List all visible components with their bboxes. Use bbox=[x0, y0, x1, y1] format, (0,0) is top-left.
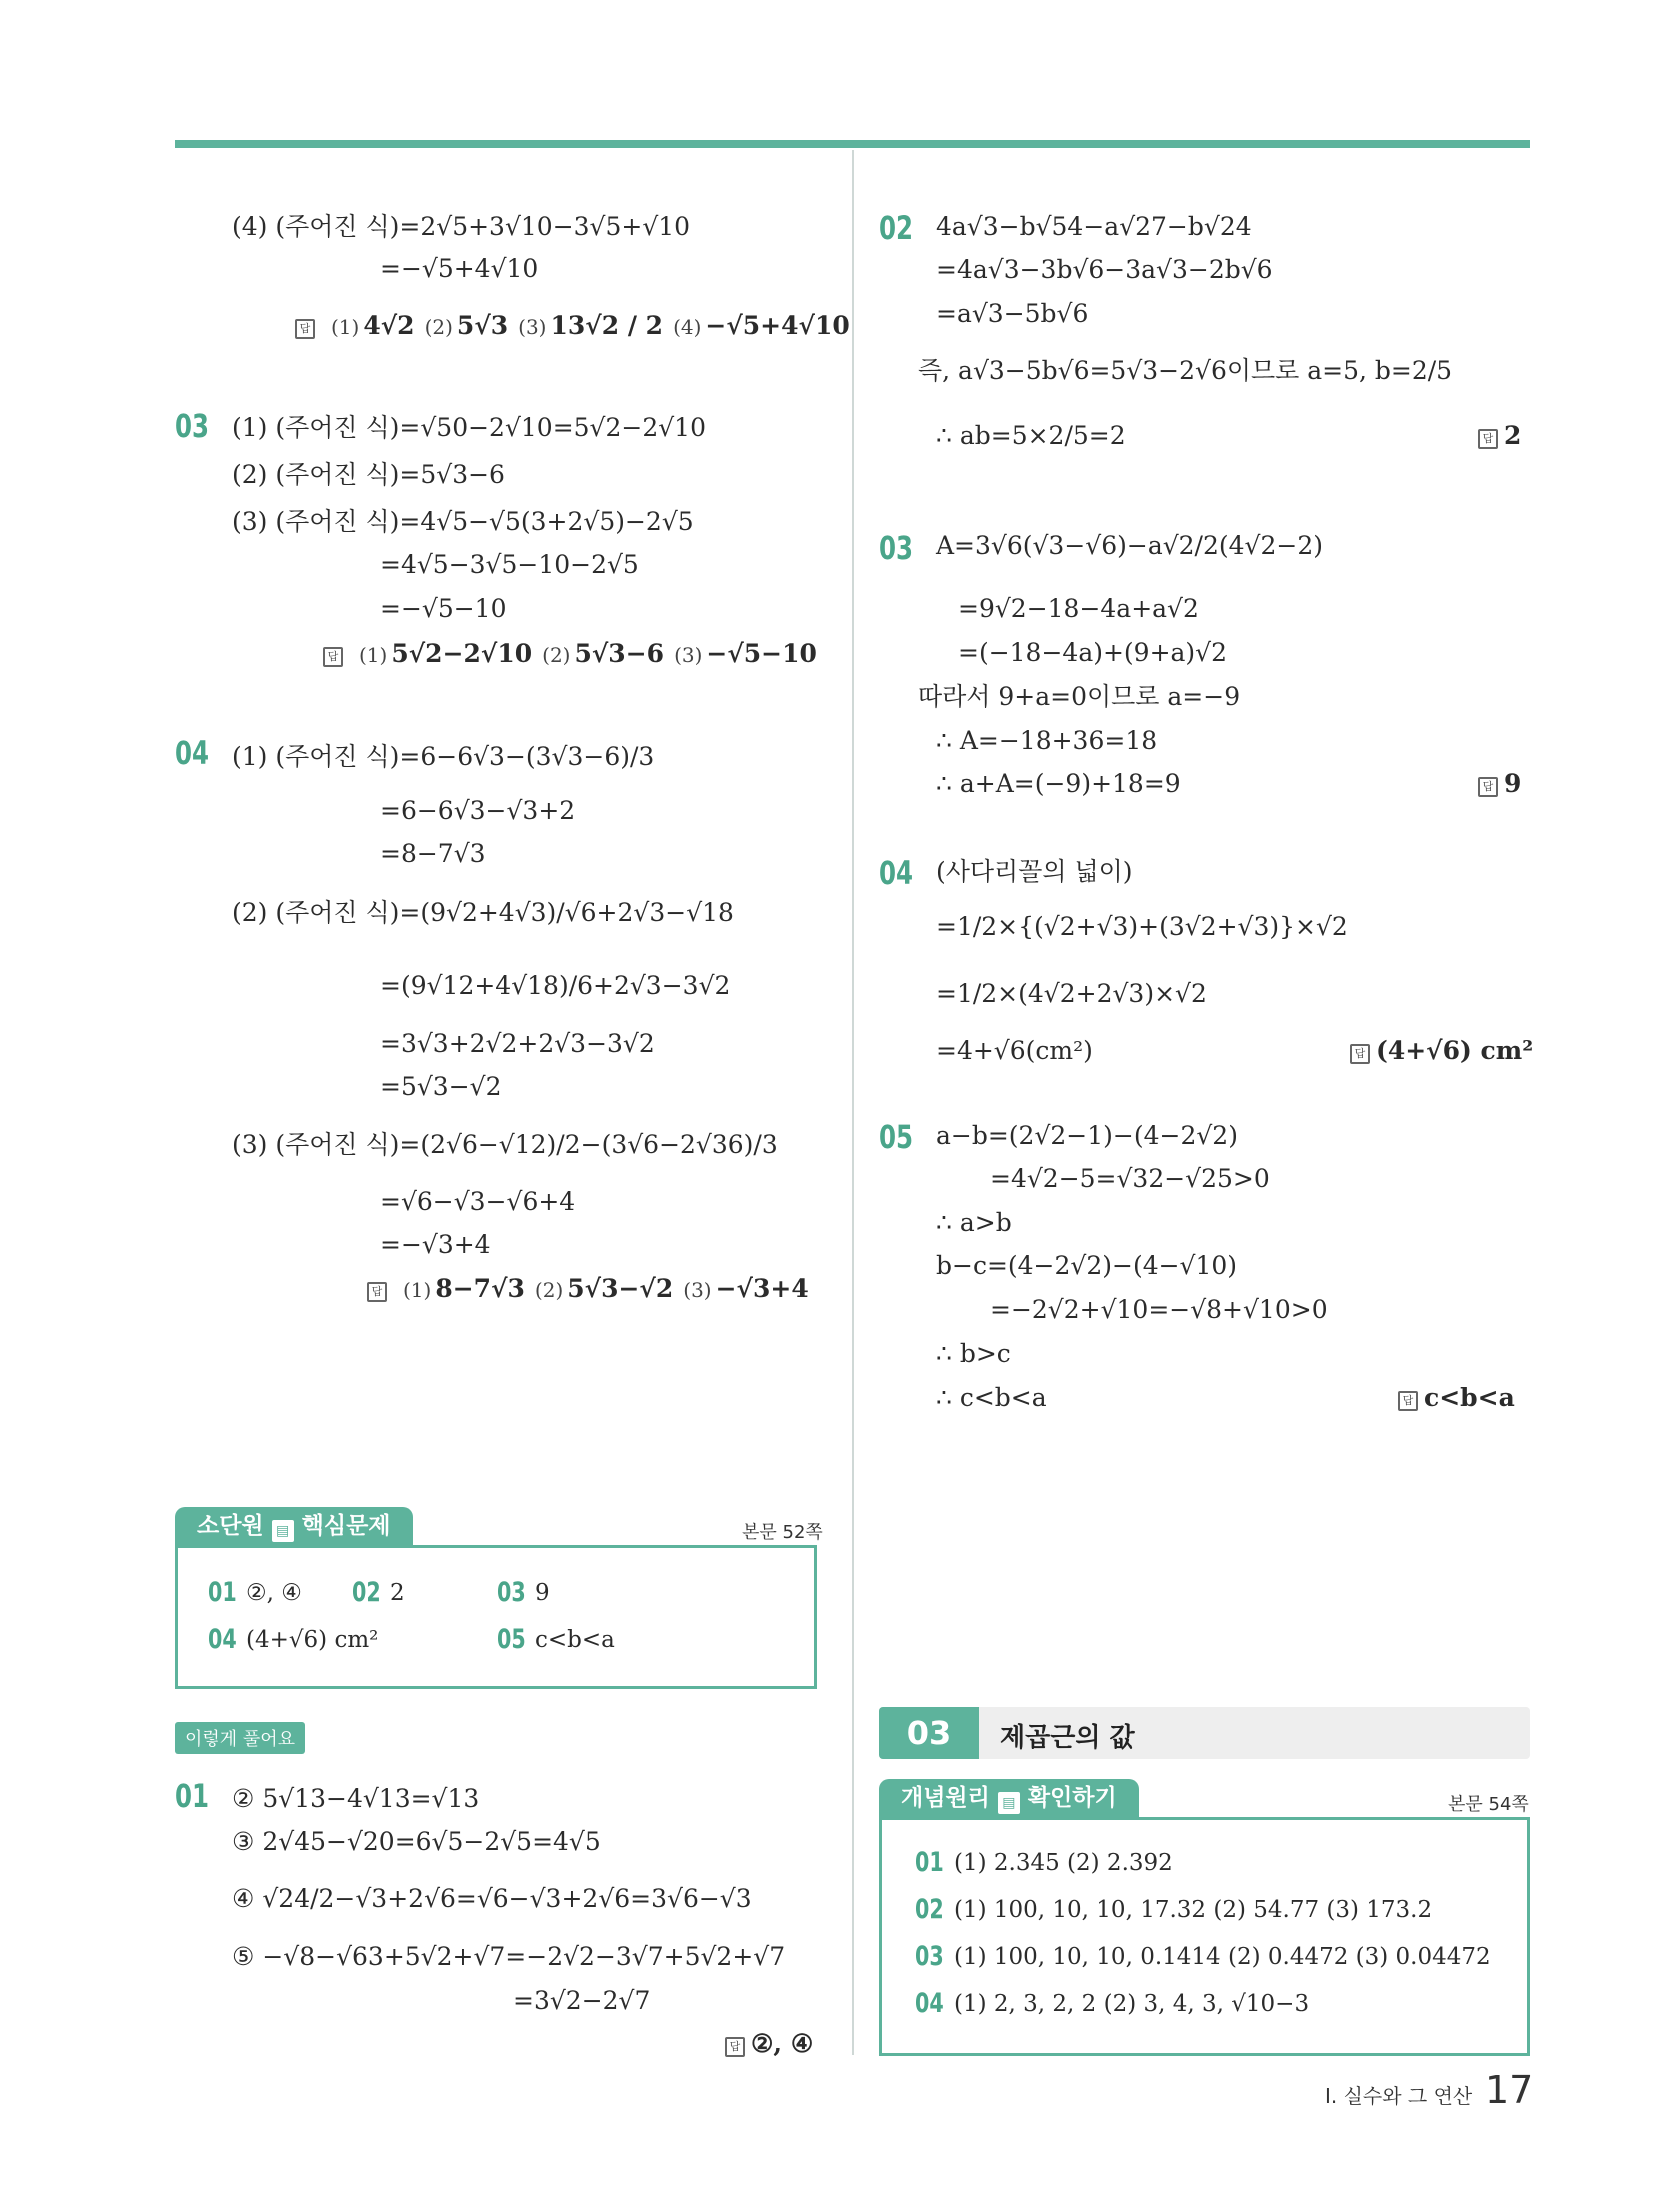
item-number: 05 bbox=[497, 1624, 526, 1655]
section-number: 03 bbox=[879, 1707, 979, 1759]
problem-number: 02 bbox=[879, 209, 914, 247]
core-box-tab: 소단원 ▤ 핵심문제 bbox=[175, 1507, 413, 1545]
text-line: 따라서 9+a=0이므로 a=−9 bbox=[918, 682, 1241, 711]
text-line: (3) (주어진 식)=4√5−√5(3+2√5)−2√5 bbox=[232, 507, 694, 536]
text-line: =(9√12+4√18)/6+2√3−3√2 bbox=[380, 971, 731, 1000]
text-line: =1/2×(4√2+2√3)×√2 bbox=[936, 979, 1207, 1008]
text-line: =3√2−2√7 bbox=[513, 1986, 651, 2015]
item-number: 02 bbox=[352, 1577, 381, 1608]
top-rule bbox=[175, 140, 1530, 148]
problem-number: 01 bbox=[175, 1777, 210, 1815]
answer-line: 답 (1) 4√2 (2) 5√3 (3) 13√2 / 2 (4) −√5+4√10 bbox=[295, 310, 850, 343]
document-icon: ▤ bbox=[272, 1520, 294, 1542]
text-line: =8−7√3 bbox=[380, 839, 486, 868]
text-line: ③ 2√45−√20=6√5−2√5=4√5 bbox=[232, 1827, 601, 1856]
answer-line: 답 (4+√6) cm² bbox=[1350, 1035, 1533, 1067]
text-line: =−√5+4√10 bbox=[380, 254, 539, 283]
item-number: 02 bbox=[915, 1894, 944, 1925]
text-line: ∴ a>b bbox=[936, 1208, 1012, 1237]
item-value: (1) 2, 3, 2, 2 (2) 3, 4, 3, √10−3 bbox=[954, 1991, 1310, 2017]
answer-mark-icon: 답 bbox=[1478, 429, 1498, 449]
answer-mark-icon: 답 bbox=[1350, 1044, 1370, 1064]
item-number: 04 bbox=[915, 1988, 944, 2019]
item-value: (4+√6) cm² bbox=[246, 1627, 379, 1653]
text-line: =3√3+2√2+2√3−3√2 bbox=[380, 1029, 655, 1058]
chapter-label: I. 실수와 그 연산 bbox=[1325, 2084, 1473, 2108]
text-line: ⑤ −√8−√63+5√2+√7=−2√2−3√7+5√2+√7 bbox=[232, 1942, 786, 1971]
item-number: 03 bbox=[915, 1941, 944, 1972]
text-line: (사다리꼴의 넓이) bbox=[936, 857, 1133, 886]
item-value: ②, ④ bbox=[246, 1580, 302, 1606]
text-line: ∴ b>c bbox=[936, 1339, 1011, 1368]
solution-label: 이렇게 풀어요 bbox=[175, 1722, 305, 1754]
column-divider bbox=[852, 150, 854, 2055]
text-line: =(−18−4a)+(9+a)√2 bbox=[958, 638, 1228, 667]
item-value: (1) 100, 10, 10, 0.1414 (2) 0.4472 (3) 0.04472 bbox=[954, 1944, 1491, 1970]
text-line: (2) (주어진 식)=(9√2+4√3)/√6+2√3−√18 bbox=[232, 898, 734, 927]
text-line: =−√3+4 bbox=[380, 1230, 491, 1259]
item-number: 01 bbox=[915, 1847, 944, 1878]
text-line: ∴ a+A=(−9)+18=9 bbox=[936, 769, 1181, 798]
item-value: c<b<a bbox=[535, 1627, 615, 1653]
text-line: 즉, a√3−5b√6=5√3−2√6이므로 a=5, b=2/5 bbox=[918, 356, 1453, 385]
item-value: 9 bbox=[535, 1580, 550, 1606]
core-answer-box bbox=[175, 1545, 817, 1689]
page-reference: 본문 52쪽 bbox=[742, 1522, 823, 1543]
item-value: 2 bbox=[390, 1580, 405, 1606]
text-line: =4√5−3√5−10−2√5 bbox=[380, 550, 639, 579]
text-line: =a√3−5b√6 bbox=[936, 299, 1089, 328]
text-line: 4a√3−b√54−a√27−b√24 bbox=[936, 212, 1252, 241]
concept-box-tab: 개념원리 ▤ 확인하기 bbox=[879, 1779, 1139, 1817]
document-icon: ▤ bbox=[998, 1792, 1020, 1814]
item-value: (1) 2.345 (2) 2.392 bbox=[954, 1850, 1173, 1876]
text-line: =√6−√3−√6+4 bbox=[380, 1187, 576, 1216]
answer-line: 답 2 bbox=[1478, 420, 1521, 452]
text-line: =6−6√3−√3+2 bbox=[380, 796, 576, 825]
page-number: 17 bbox=[1485, 2068, 1534, 2112]
section-title: 제곱근의 값 bbox=[1000, 1723, 1135, 1753]
text-line: =4a√3−3b√6−3a√3−2b√6 bbox=[936, 255, 1273, 284]
item-number: 03 bbox=[497, 1577, 526, 1608]
page-reference: 본문 54쪽 bbox=[1448, 1794, 1529, 1815]
answer-mark-icon: 답 bbox=[1398, 1391, 1418, 1411]
text-line: (1) (주어진 식)=6−6√3−(3√3−6)/3 bbox=[232, 742, 655, 771]
text-line: =9√2−18−4a+a√2 bbox=[958, 594, 1199, 623]
text-line: ∴ c<b<a bbox=[936, 1383, 1047, 1412]
text-line: =1/2×{(√2+√3)+(3√2+√3)}×√2 bbox=[936, 912, 1348, 941]
text-line: (4) (주어진 식)=2√5+3√10−3√5+√10 bbox=[232, 212, 691, 241]
answer-line: 답 (1) 5√2−2√10 (2) 5√3−6 (3) −√5−10 bbox=[323, 638, 817, 671]
answer-line: 답 c<b<a bbox=[1398, 1382, 1515, 1414]
answer-mark-icon: 답 bbox=[295, 319, 315, 339]
item-number: 01 bbox=[208, 1577, 237, 1608]
answer-mark-icon: 답 bbox=[323, 647, 343, 667]
text-line: =4+√6(cm²) bbox=[936, 1036, 1093, 1065]
problem-number: 03 bbox=[879, 529, 914, 567]
text-line: ∴ ab=5×2/5=2 bbox=[936, 421, 1126, 450]
problem-number: 04 bbox=[175, 734, 210, 772]
text-line: b−c=(4−2√2)−(4−√10) bbox=[936, 1251, 1238, 1280]
answer-mark-icon: 답 bbox=[725, 2037, 745, 2057]
answer-line: 답 ②, ④ bbox=[725, 2028, 813, 2060]
answer-mark-icon: 답 bbox=[367, 1282, 387, 1302]
text-line: =5√3−√2 bbox=[380, 1072, 502, 1101]
problem-number: 03 bbox=[175, 407, 210, 445]
answer-line: 답 (1) 8−7√3 (2) 5√3−√2 (3) −√3+4 bbox=[367, 1273, 809, 1306]
text-line: ④ √24/2−√3+2√6=√6−√3+2√6=3√6−√3 bbox=[232, 1884, 752, 1913]
text-line: =4√2−5=√32−√25>0 bbox=[990, 1164, 1270, 1193]
text-line: ② 5√13−4√13=√13 bbox=[232, 1784, 480, 1813]
text-line: =−√5−10 bbox=[380, 594, 507, 623]
text-line: ∴ A=−18+36=18 bbox=[936, 726, 1158, 755]
problem-number: 04 bbox=[879, 854, 914, 892]
item-value: (1) 100, 10, 10, 17.32 (2) 54.77 (3) 173.2 bbox=[954, 1897, 1433, 1923]
text-line: =−2√2+√10=−√8+√10>0 bbox=[990, 1295, 1328, 1324]
problem-number: 05 bbox=[879, 1118, 914, 1156]
text-line: a−b=(2√2−1)−(4−2√2) bbox=[936, 1121, 1238, 1150]
text-line: A=3√6(√3−√6)−a√2/2(4√2−2) bbox=[936, 531, 1323, 560]
answer-line: 답 9 bbox=[1478, 768, 1521, 800]
text-line: (3) (주어진 식)=(2√6−√12)/2−(3√6−2√36)/3 bbox=[232, 1130, 778, 1159]
item-number: 04 bbox=[208, 1624, 237, 1655]
text-line: (1) (주어진 식)=√50−2√10=5√2−2√10 bbox=[232, 413, 706, 442]
answer-mark-icon: 답 bbox=[1478, 777, 1498, 797]
text-line: (2) (주어진 식)=5√3−6 bbox=[232, 460, 505, 489]
